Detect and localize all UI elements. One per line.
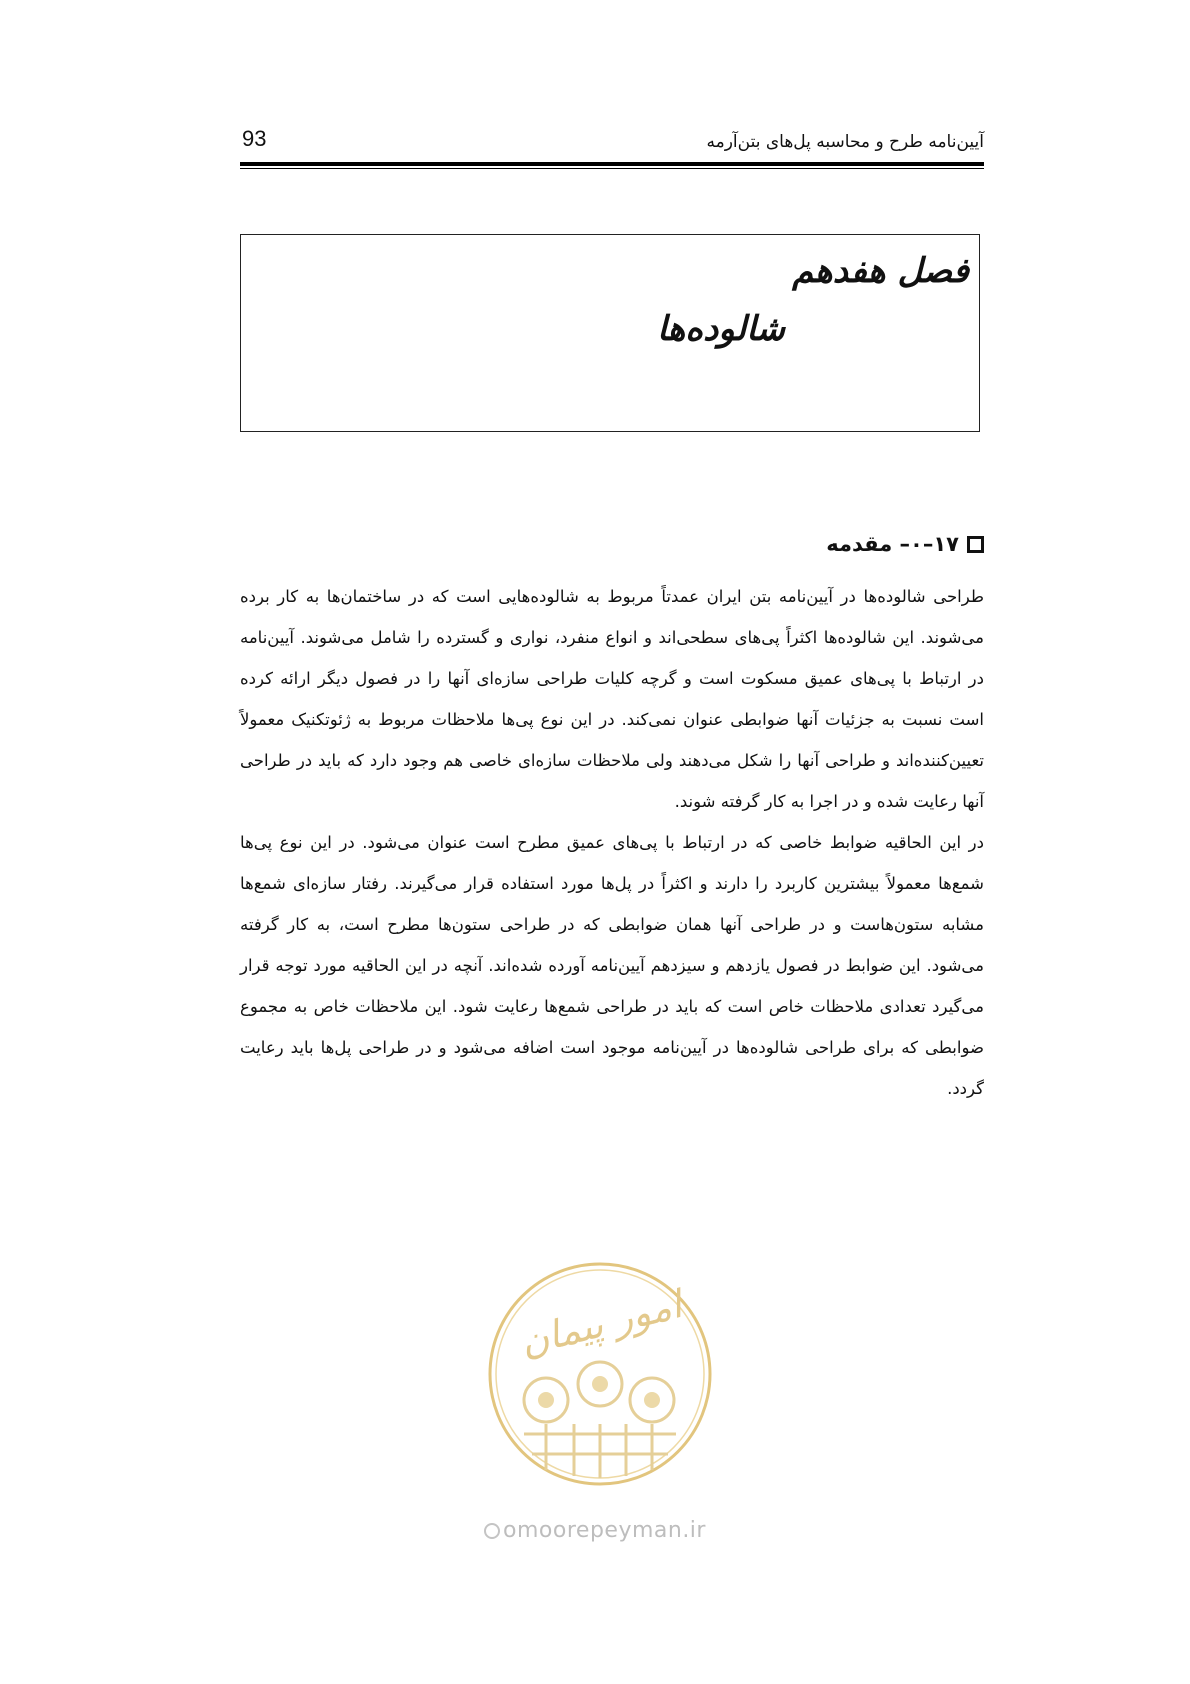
header-rule-thick [240,162,984,166]
checkbox-icon [967,536,984,553]
publisher-stamp-logo [484,1258,716,1490]
svg-text:امور پیمان: امور پیمان [515,1282,686,1365]
running-header [240,120,984,160]
paragraph: طراحی شالوده‌ها در آیین‌نامه بتن ایران عمدتاً مربوط به شالوده‌هایی است که در ساختمان‌ها به کار برده می‌شوند. این شالوده‌ها اکثراً پی‌های سطحی‌اند و انواع منفرد، نواری و گسترده را شامل می‌شوند. آیین‌نامه در ارتباط با پی‌های عمیق مسکوت است و گرچه کلیات طراحی سازه‌ای آنها را در فصول دیگر ارائه کرده است نسبت به جزئیات آنها ضوابطی عنوان نمی‌کند. در این نوع پی‌ها ملاحظات مربوط به ژئوتکنیک معمولاً تعیین‌کننده‌اند و طراحی آنها را شکل می‌دهند ولی ملاحظات سازه‌ای خاصی هم وجود دارد که باید در طراحی آنها رعایت شده و در اجرا به کار گرفته شوند. [240,587,984,811]
book-title: آیین‌نامه طرح و محاسبه پل‌های بتن‌آرمه [706,132,984,152]
watermark-url [0,1518,1190,1543]
watermark-url-text: omoorepeyman.ir [503,1518,706,1543]
chapter-number: فصل هفدهم [792,251,969,291]
section-heading [826,532,984,556]
section-heading-text: ۱۷–۰– مقدمه [826,532,959,556]
page-number: 93 [242,126,267,151]
body-text [240,576,984,1109]
chapter-title-box [240,234,980,432]
globe-icon [484,1523,500,1539]
chapter-title: شالوده‌ها [656,309,785,349]
paragraph: در این الحاقیه ضوابط خاصی که در ارتباط با پی‌های عمیق مطرح است عنوان می‌شود. در این نوع پی‌ها شمع‌ها معمولاً بیشترین کاربرد را دارند و اکثراً در پل‌ها مورد استفاده قرار می‌گیرند. رفتار سازه‌ای شمع‌ها مشابه ستون‌هاست و در طراحی آنها همان ضوابطی که در طراحی ستون‌ها مطرح است، به کار گرفته می‌شود. این ضوابط در فصول یازدهم و سیزدهم آیین‌نامه آورده شده‌اند. آنچه در این الحاقیه مورد توجه قرار می‌گیرد تعدادی ملاحظات خاص است که باید در طراحی شمع‌ها رعایت شود. این ملاحظات خاص به مجموع ضوابطی که برای طراحی شالوده‌ها در آیین‌نامه موجود است اضافه می‌شود و در طراحی پل‌ها باید رعایت گردد. [240,833,984,1098]
header-rule-thin [240,168,984,169]
